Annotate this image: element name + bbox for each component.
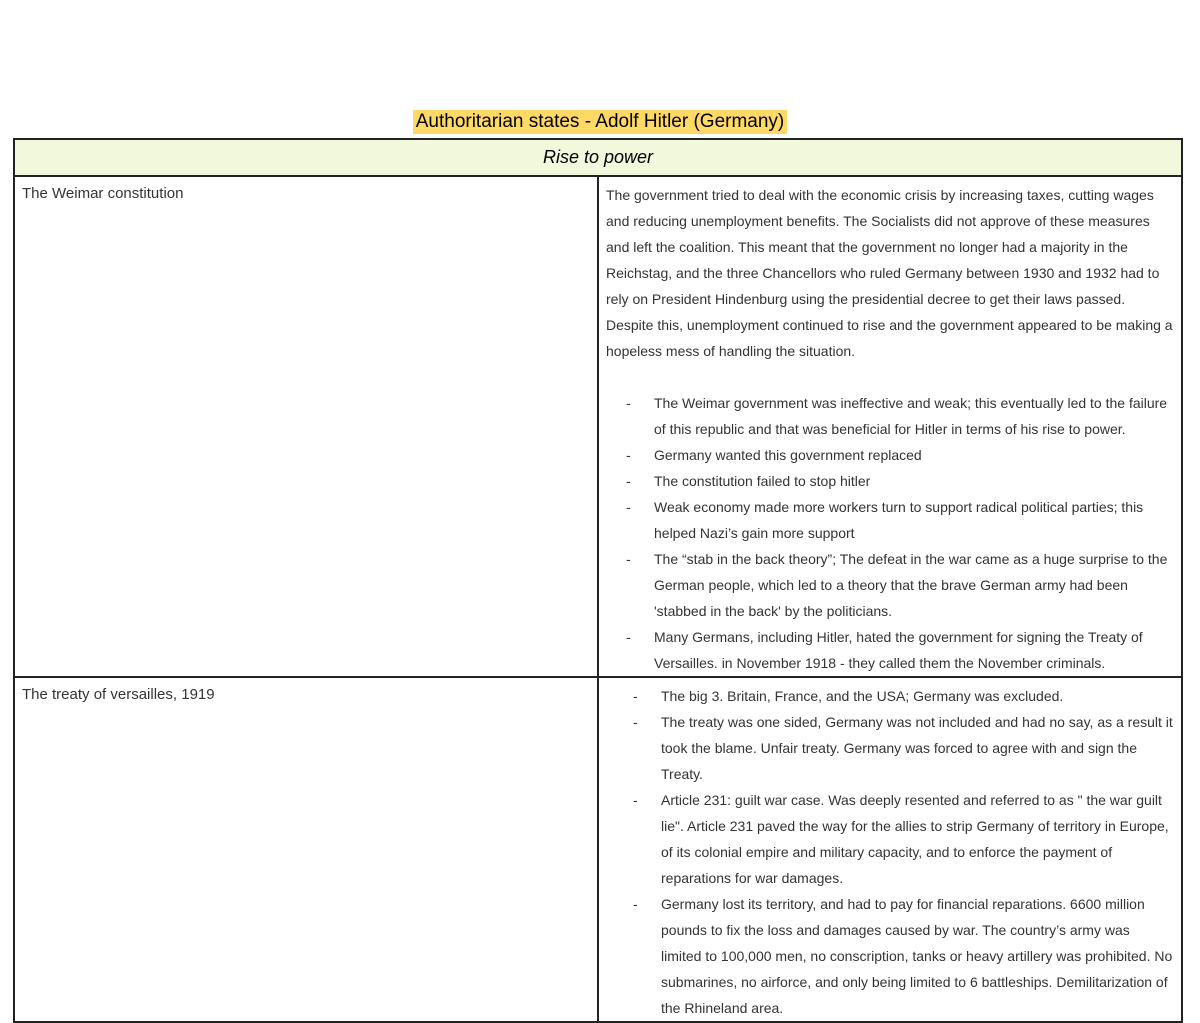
- list-item: [606, 494, 1173, 546]
- dash-marker: -: [626, 473, 631, 489]
- dash-marker: -: [626, 551, 631, 567]
- section-header: Rise to power: [14, 139, 1182, 176]
- document-title: Authoritarian states - Adolf Hitler (Germany): [413, 110, 788, 134]
- list-item-text: The Weimar government was ineffective and weak; this eventually led to the failure of this republic and that was beneficial for Hitler in terms of his rise to power.: [654, 395, 1168, 437]
- list-item-text: Weak economy made more workers turn to support radical political parties; this helped Nazi’s gain more support: [654, 499, 1144, 541]
- bullet-list: [606, 390, 1173, 676]
- list-item-text: The constitution failed to stop hitler: [654, 473, 871, 489]
- list-item-text: The big 3. Britain, France, and the USA; Germany was excluded.: [661, 688, 1064, 704]
- content-cell: [598, 677, 1182, 1022]
- list-item-text: Many Germans, including Hitler, hated the government for signing the Treaty of Versailles. in November 1918 - they called them the November criminals.: [654, 629, 1143, 671]
- list-item: [606, 390, 1173, 442]
- dash-marker: -: [626, 629, 631, 645]
- dash-marker: -: [626, 395, 631, 411]
- list-item: [606, 624, 1173, 676]
- list-item: [606, 546, 1173, 624]
- list-item-text: Germany lost its territory, and had to pay for financial reparations. 6600 million pounds to fix the loss and damages caused by war. The country’s army was limited to 100,000 men, no conscription, tanks or heavy artillery was prohibited. No submarines, no airforce, and only being limited to 6 battleships. Demilitarization of the Rhineland area.: [661, 896, 1173, 1016]
- dash-marker: -: [633, 896, 638, 912]
- list-item-text: Article 231: guilt war case. Was deeply resented and referred to as " the war guilt lie". Article 231 paved the way for the allies to strip Germany of territory in Europe, of its colonial empire and military capacity, and to enforce the payment of reparations for war damages.: [661, 792, 1169, 886]
- dash-marker: -: [633, 714, 638, 730]
- list-item-text: The “stab in the back theory”; The defeat in the war came as a huge surprise to the German people, which led to a theory that the brave German army had been 'stabbed in the back' by the politicians.: [654, 551, 1168, 619]
- list-item-text: Germany wanted this government replaced: [654, 447, 922, 463]
- document-title-container: [0, 110, 1200, 134]
- topic-cell: The treaty of versailles, 1919: [14, 677, 598, 1022]
- content-paragraph: The government tried to deal with the economic crisis by increasing taxes, cutting wages and reducing unemployment benefits. The Socialists did not approve of these measures and left the coalition. This meant that the government no longer had a majority in the Reichstag, and the three Chancellors who ruled Germany between 1930 and 1932 had to rely on President Hindenburg using the presidential decree to get their laws passed. Despite this, unemployment continued to rise and the government appeared to be making a hopeless mess of handling the situation.: [606, 187, 1173, 359]
- bullet-list: [606, 683, 1173, 1021]
- table-row: [14, 677, 1182, 1022]
- list-item: [606, 787, 1173, 891]
- list-item: [606, 468, 1173, 494]
- dash-marker: -: [626, 447, 631, 463]
- list-item: [606, 709, 1173, 787]
- table-row: [14, 176, 1182, 677]
- content-cell: [598, 176, 1182, 677]
- dash-marker: -: [626, 499, 631, 515]
- section-header-row: [14, 139, 1182, 176]
- list-item: [606, 683, 1173, 709]
- notes-table: [13, 138, 1183, 1023]
- list-item: [606, 891, 1173, 1021]
- dash-marker: -: [633, 688, 638, 704]
- dash-marker: -: [633, 792, 638, 808]
- topic-cell: The Weimar constitution: [14, 176, 598, 677]
- list-item-text: The treaty was one sided, Germany was not included and had no say, as a result it took the blame. Unfair treaty. Germany was forced to agree with and sign the Treaty.: [661, 714, 1173, 782]
- list-item: [606, 442, 1173, 468]
